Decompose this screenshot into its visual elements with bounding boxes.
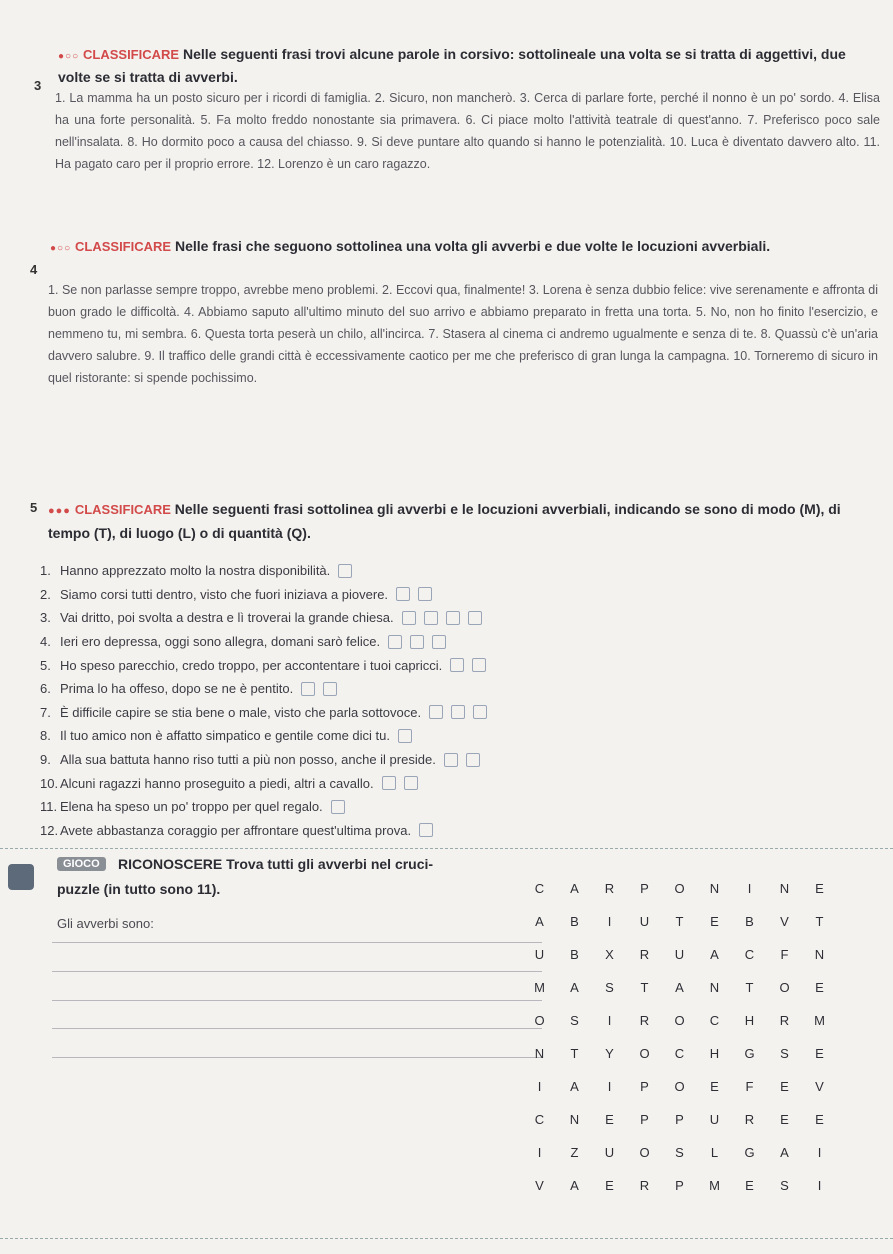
answer-box[interactable] bbox=[444, 753, 458, 767]
answer-line[interactable] bbox=[52, 971, 542, 972]
answer-box[interactable] bbox=[466, 753, 480, 767]
grid-cell[interactable]: E bbox=[780, 1079, 789, 1094]
grid-cell[interactable]: I bbox=[747, 881, 752, 896]
grid-cell[interactable]: I bbox=[537, 1079, 542, 1094]
item-text: È difficile capire se stia bene o male, visto che parla sottovoce. bbox=[60, 704, 422, 720]
grid-cell[interactable]: E bbox=[605, 1112, 614, 1127]
grid-cell[interactable]: O bbox=[639, 1145, 650, 1160]
grid-cell[interactable]: T bbox=[745, 980, 754, 995]
exercise-3-header bbox=[58, 44, 878, 87]
exercise-3-instruction: Nelle seguenti frasi trovi alcune parole in corsivo: sottolineale una volta se si tratta di aggettivi, due volte se si tratta di avverbi. bbox=[58, 46, 846, 85]
grid-cell[interactable]: E bbox=[815, 1046, 824, 1061]
grid-cell[interactable]: T bbox=[815, 914, 824, 929]
section-divider bbox=[0, 848, 893, 849]
list-item bbox=[40, 606, 740, 630]
item-text: Avete abbastanza coraggio per affrontare quest'ultima prova. bbox=[60, 822, 412, 838]
exercise-5-header bbox=[48, 498, 880, 544]
grid-cell[interactable]: P bbox=[640, 1112, 649, 1127]
answer-box[interactable] bbox=[398, 729, 412, 743]
grid-cell[interactable]: N bbox=[814, 947, 825, 962]
exercise-5-number: 5 bbox=[30, 500, 38, 515]
item-number: 11. bbox=[40, 799, 58, 815]
grid-cell[interactable]: O bbox=[674, 1013, 685, 1028]
grid-row bbox=[522, 1103, 837, 1136]
exercise-4-instruction: Nelle frasi che seguono sottolinea una volta gli avverbi e due volte le locuzioni avverbiali. bbox=[174, 238, 771, 254]
grid-cell[interactable]: T bbox=[675, 914, 684, 929]
grid-row bbox=[522, 905, 837, 938]
exercise-3-text: 1. La mamma ha un posto sicuro per i ricordi di famiglia. 2. Sicuro, non mancherò. 3. Cerca di parlare forte, perché il nonno è un po' sordo. 4. Elisa ha una forte personalità. 5. Fa molto freddo nonostante sia primavera. 6. Ci piace molto l'attività teatrale di quest'anno. 7. Preferisco poco sale nell'insalata. 8. Ho dormito poco a causa del chiasso. 9. Si deve puntare alto quando si hanno le potenzialità. 10. Luca è diventato davvero alto. 11. Ha pagato caro per il proprio errore. 12. Lorenzo è un caro ragazzo. bbox=[55, 91, 880, 171]
item-text: Ieri ero depressa, oggi sono allegra, domani sarò felice. bbox=[60, 634, 381, 650]
exercise-5-tag: CLASSIFICARE bbox=[74, 502, 171, 517]
answer-box[interactable] bbox=[468, 611, 482, 625]
grid-cell[interactable]: N bbox=[709, 881, 720, 896]
answer-box[interactable] bbox=[410, 635, 424, 649]
answer-box[interactable] bbox=[473, 705, 487, 719]
grid-cell[interactable]: E bbox=[745, 1178, 754, 1193]
answers-label: Gli avverbi sono: bbox=[57, 916, 154, 931]
difficulty-dots: ●○○ bbox=[58, 51, 80, 62]
grid-cell[interactable]: N bbox=[534, 1046, 545, 1061]
answer-box[interactable] bbox=[301, 682, 315, 696]
grid-cell[interactable]: M bbox=[814, 1013, 825, 1028]
grid-cell[interactable]: R bbox=[744, 1112, 755, 1127]
grid-cell[interactable]: R bbox=[639, 1013, 650, 1028]
item-number: 6. bbox=[40, 681, 51, 697]
list-item bbox=[40, 653, 740, 677]
list-item bbox=[40, 583, 740, 607]
answer-box[interactable] bbox=[432, 635, 446, 649]
grid-row bbox=[522, 872, 837, 905]
exercise-4-text: 1. Se non parlasse sempre troppo, avrebbe meno problemi. 2. Eccovi qua, finalmente! 3. Lorena è senza dubbio felice: vive serenamente e affronta di buon grado le difficoltà. 4. Abbiamo saputo all'ultimo minuto del suo arrivo e abbiamo preparato in fretta una torta. 5. No, non ho finito l'esercizio, e nemmeno tu, mi sembra. 6. Questa torta peserà un chilo, all'incirca. 7. Stasera al cinema ci andremo ugualmente e senza di te. 8. Quassù c'è un'aria davvero salubre. 9. Il traffico delle grandi città è eccessivamente caotico per me che preferisco di gran lunga la campagna. 10. Torneremo di sicuro in quel ristorante: si spende pochissimo. bbox=[48, 283, 878, 385]
grid-cell[interactable]: M bbox=[534, 980, 545, 995]
grid-cell[interactable]: O bbox=[534, 1013, 545, 1028]
list-item bbox=[40, 771, 740, 795]
answer-box[interactable] bbox=[429, 705, 443, 719]
grid-cell[interactable]: R bbox=[639, 947, 650, 962]
list-item bbox=[40, 559, 740, 583]
grid-cell[interactable]: I bbox=[607, 1013, 612, 1028]
list-item bbox=[40, 819, 740, 843]
item-number: 7. bbox=[40, 704, 51, 720]
grid-cell[interactable]: I bbox=[817, 1178, 822, 1193]
grid-row bbox=[522, 1169, 837, 1202]
item-number: 5. bbox=[40, 657, 51, 673]
grid-cell[interactable]: N bbox=[569, 1112, 580, 1127]
answer-line[interactable] bbox=[52, 942, 542, 943]
grid-row bbox=[522, 1004, 837, 1037]
grid-row bbox=[522, 971, 837, 1004]
grid-cell[interactable]: C bbox=[534, 881, 545, 896]
grid-cell[interactable]: A bbox=[535, 914, 544, 929]
answer-box[interactable] bbox=[450, 658, 464, 672]
exercise-4-tag: CLASSIFICARE bbox=[75, 239, 172, 254]
item-number: 9. bbox=[40, 752, 51, 768]
answer-line[interactable] bbox=[52, 1000, 542, 1001]
grid-cell[interactable]: U bbox=[639, 914, 650, 929]
grid-cell[interactable]: P bbox=[675, 1178, 684, 1193]
answer-box[interactable] bbox=[446, 611, 460, 625]
grid-cell[interactable]: H bbox=[709, 1046, 720, 1061]
grid-cell[interactable]: I bbox=[817, 1145, 822, 1160]
answer-box[interactable] bbox=[382, 776, 396, 790]
grid-cell[interactable]: C bbox=[534, 1112, 545, 1127]
grid-cell[interactable]: R bbox=[779, 1013, 790, 1028]
grid-cell[interactable]: S bbox=[605, 980, 614, 995]
answer-box[interactable] bbox=[451, 705, 465, 719]
grid-cell[interactable]: U bbox=[604, 1145, 615, 1160]
grid-cell[interactable]: U bbox=[674, 947, 685, 962]
grid-cell[interactable]: R bbox=[604, 881, 615, 896]
grid-cell[interactable]: E bbox=[815, 980, 824, 995]
grid-cell[interactable]: T bbox=[570, 1046, 579, 1061]
difficulty-dots: ●●● bbox=[48, 505, 71, 517]
grid-cell[interactable]: F bbox=[745, 1079, 754, 1094]
item-number: 1. bbox=[40, 563, 51, 579]
answer-box[interactable] bbox=[424, 611, 438, 625]
grid-cell[interactable]: C bbox=[744, 947, 755, 962]
grid-cell[interactable]: A bbox=[675, 980, 684, 995]
answer-box[interactable] bbox=[404, 776, 418, 790]
item-number: 2. bbox=[40, 586, 51, 602]
answer-box[interactable] bbox=[331, 800, 345, 814]
grid-cell[interactable]: N bbox=[779, 881, 790, 896]
list-item bbox=[40, 701, 740, 725]
game-title: RICONOSCERE Trova tutti gli avverbi nel cruci- bbox=[118, 856, 434, 872]
grid-cell[interactable]: B bbox=[570, 914, 579, 929]
item-number: 10. bbox=[40, 775, 59, 791]
grid-cell[interactable]: R bbox=[639, 1178, 650, 1193]
answer-box[interactable] bbox=[323, 682, 337, 696]
item-text: Elena ha speso un po' troppo per quel regalo. bbox=[60, 799, 323, 815]
list-item bbox=[40, 748, 740, 772]
grid-cell[interactable]: C bbox=[674, 1046, 685, 1061]
answer-line[interactable] bbox=[52, 1057, 542, 1058]
exercise-4-header bbox=[50, 236, 880, 259]
answer-box[interactable] bbox=[472, 658, 486, 672]
item-text: Prima lo ha offeso, dopo se ne è pentito. bbox=[60, 681, 294, 697]
grid-cell[interactable]: P bbox=[675, 1112, 684, 1127]
grid-cell[interactable]: O bbox=[779, 980, 790, 995]
item-number: 8. bbox=[40, 728, 51, 744]
grid-cell[interactable]: C bbox=[709, 1013, 720, 1028]
grid-cell[interactable]: S bbox=[675, 1145, 684, 1160]
answer-box[interactable] bbox=[388, 635, 402, 649]
item-text: Vai dritto, poi svolta a destra e lì troverai la grande chiesa. bbox=[60, 610, 394, 626]
answer-line[interactable] bbox=[52, 1028, 542, 1029]
grid-cell[interactable]: V bbox=[815, 1079, 824, 1094]
item-number: 12. bbox=[40, 822, 59, 838]
puzzle-icon bbox=[8, 864, 34, 890]
list-item bbox=[40, 677, 740, 701]
answer-box[interactable] bbox=[418, 587, 432, 601]
grid-cell[interactable]: A bbox=[570, 980, 579, 995]
grid-cell[interactable]: N bbox=[709, 980, 720, 995]
grid-cell[interactable]: B bbox=[745, 914, 754, 929]
exercise-5-list bbox=[40, 559, 740, 842]
grid-cell[interactable]: I bbox=[607, 914, 612, 929]
grid-cell[interactable]: U bbox=[534, 947, 545, 962]
list-item bbox=[40, 724, 740, 748]
exercise-4-number: 4 bbox=[30, 262, 38, 277]
grid-cell[interactable]: F bbox=[780, 947, 789, 962]
exercise-3-tag: CLASSIFICARE bbox=[83, 47, 180, 62]
grid-cell[interactable]: P bbox=[640, 881, 649, 896]
answer-box[interactable] bbox=[338, 564, 352, 578]
grid-cell[interactable]: E bbox=[780, 1112, 789, 1127]
grid-cell[interactable]: Z bbox=[570, 1145, 579, 1160]
exercise-5-instruction: Nelle seguenti frasi sottolinea gli avverbi e le locuzioni avverbiali, indicando se sono di modo (M), di tempo (T), di luogo (L) o di quantità (Q). bbox=[48, 501, 841, 541]
answer-box[interactable] bbox=[402, 611, 416, 625]
item-text: Hanno apprezzato molto la nostra disponibilità. bbox=[60, 563, 331, 579]
grid-cell[interactable]: E bbox=[605, 1178, 614, 1193]
grid-cell[interactable]: V bbox=[780, 914, 789, 929]
difficulty-dots: ●○○ bbox=[50, 243, 72, 254]
item-text: Alcuni ragazzi hanno proseguito a piedi, altri a cavallo. bbox=[60, 775, 374, 791]
grid-cell[interactable]: O bbox=[674, 1079, 685, 1094]
grid-cell[interactable]: V bbox=[535, 1178, 544, 1193]
grid-cell[interactable]: A bbox=[570, 1079, 579, 1094]
grid-cell[interactable]: T bbox=[640, 980, 649, 995]
grid-cell[interactable]: E bbox=[815, 881, 824, 896]
grid-cell[interactable]: O bbox=[674, 881, 685, 896]
grid-cell[interactable]: Y bbox=[605, 1046, 614, 1061]
game-title-continued: puzzle (in tutto sono 11). bbox=[57, 881, 221, 897]
grid-cell[interactable]: G bbox=[744, 1046, 755, 1061]
grid-cell[interactable]: A bbox=[780, 1145, 789, 1160]
exercise-3-number: 3 bbox=[34, 78, 42, 93]
word-search-grid bbox=[522, 872, 837, 1202]
item-text: Siamo corsi tutti dentro, visto che fuori iniziava a piovere. bbox=[60, 586, 389, 602]
grid-row bbox=[522, 1136, 837, 1169]
grid-cell[interactable]: M bbox=[709, 1178, 720, 1193]
list-item bbox=[40, 630, 740, 654]
grid-cell[interactable]: S bbox=[780, 1046, 789, 1061]
grid-cell[interactable]: E bbox=[710, 914, 719, 929]
answer-box[interactable] bbox=[419, 823, 433, 837]
grid-row bbox=[522, 1070, 837, 1103]
grid-cell[interactable]: U bbox=[709, 1112, 720, 1127]
grid-cell[interactable]: G bbox=[744, 1145, 755, 1160]
grid-cell[interactable]: A bbox=[570, 881, 579, 896]
item-text: Il tuo amico non è affatto simpatico e gentile come dici tu. bbox=[60, 728, 390, 744]
game-badge: GIOCO bbox=[57, 857, 106, 871]
grid-cell[interactable]: A bbox=[570, 1178, 579, 1193]
grid-cell[interactable]: O bbox=[639, 1046, 650, 1061]
grid-cell[interactable]: I bbox=[537, 1145, 542, 1160]
section-divider bbox=[0, 1238, 893, 1239]
grid-cell[interactable]: E bbox=[815, 1112, 824, 1127]
grid-cell[interactable]: A bbox=[710, 947, 719, 962]
grid-cell[interactable]: S bbox=[570, 1013, 579, 1028]
grid-row bbox=[522, 1037, 837, 1070]
item-text: Ho speso parecchio, credo troppo, per accontentare i tuoi capricci. bbox=[60, 657, 443, 673]
grid-cell[interactable]: E bbox=[710, 1079, 719, 1094]
grid-cell[interactable]: X bbox=[605, 947, 614, 962]
grid-cell[interactable]: P bbox=[640, 1079, 649, 1094]
item-number: 4. bbox=[40, 634, 51, 650]
grid-cell[interactable]: S bbox=[780, 1178, 789, 1193]
answer-box[interactable] bbox=[396, 587, 410, 601]
grid-cell[interactable]: H bbox=[744, 1013, 755, 1028]
grid-cell[interactable]: B bbox=[570, 947, 579, 962]
grid-cell[interactable]: L bbox=[710, 1145, 719, 1160]
grid-row bbox=[522, 938, 837, 971]
item-text: Alla sua battuta hanno riso tutti a più non posso, anche il preside. bbox=[60, 752, 436, 768]
grid-cell[interactable]: I bbox=[607, 1079, 612, 1094]
item-number: 3. bbox=[40, 610, 51, 626]
list-item bbox=[40, 795, 740, 819]
